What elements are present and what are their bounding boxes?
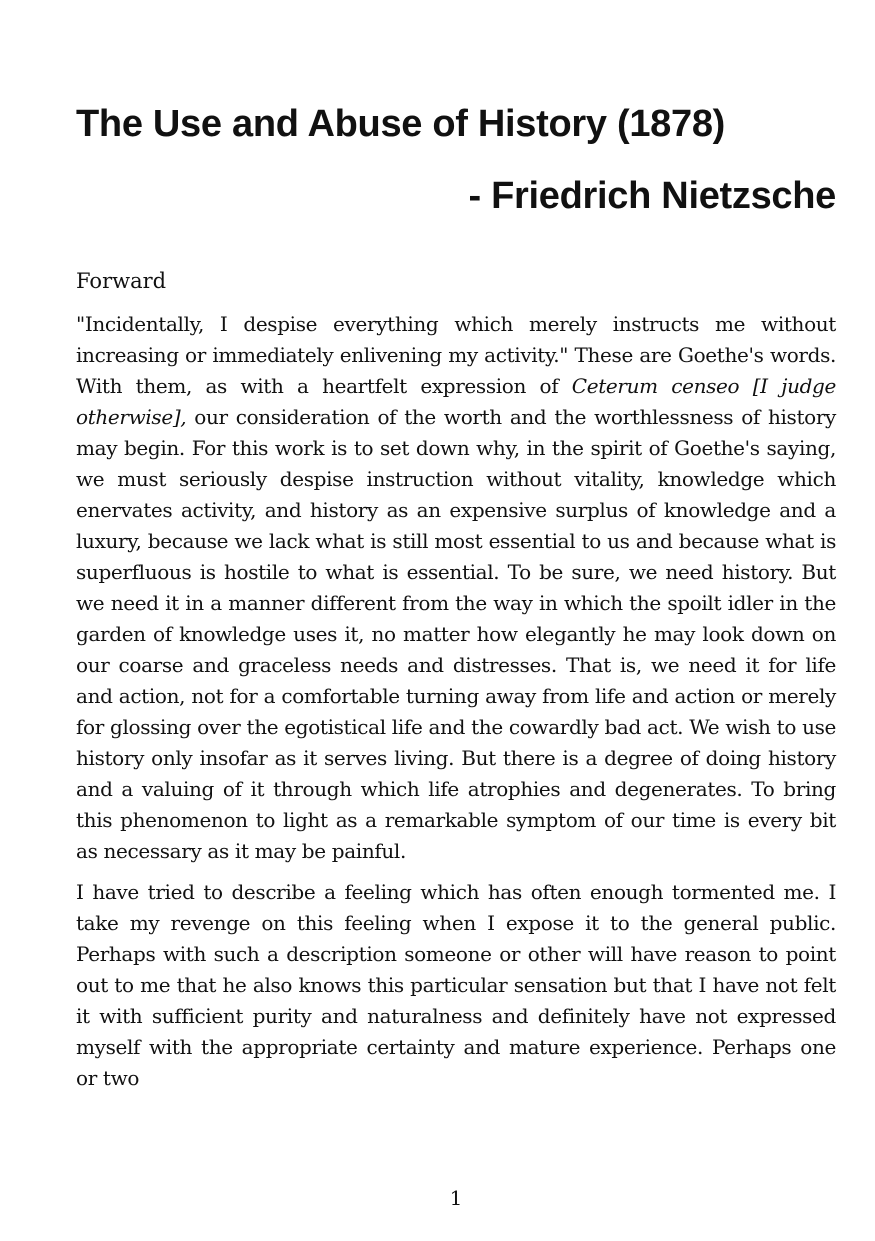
- paragraph-2: I have tried to describe a feeling which has often enough tormented me. I take my revenge on this feeling when I expose it to the general public. Perhaps with such a description someone or other will have reason to point out to me that he also knows this particular sensation but that I have not felt it with sufficient purity and naturalness and definitely have not expressed myself with the appropriate certainty and mature experience. Perhaps one or two: [76, 880, 836, 1090]
- body-text: [76, 309, 836, 1104]
- page-number: 1: [449, 1186, 463, 1210]
- section-heading: Forward: [76, 269, 167, 293]
- document-author: - Friedrich Nietzsche: [468, 175, 836, 217]
- document-page: [76, 0, 836, 1241]
- document-title: The Use and Abuse of History (1878): [76, 103, 726, 145]
- paragraph-1-italic-phrase: Ceterum censeo [I judge otherwise],: [76, 374, 836, 429]
- paragraph-1: [76, 309, 836, 867]
- paragraph-1-text-end: our consideration of the worth and the worthlessness of history may begin. For this work is to set down why, in the spirit of Goethe's saying, we must seriously despise instruction without vitality, knowledge which enervates activity, and history as an expensive surplus of knowledge and a luxury, because we lack what is still most essential to us and because what is superfluous is hostile to what is essential. To be sure, we need history. But we need it in a manner different from the way in which the spoilt idler in the garden of knowledge uses it, no matter how elegantly he may look down on our coarse and graceless needs and distresses. That is, we need it for life and action, not for a comfortable turning away from life and action or merely for glossing over the egotistical life and the cowardly bad act. We wish to use history only insofar as it serves living. But there is a degree of doing history and a valuing of it through which life atrophies and degenerates. To bring this phenomenon to light as a remarkable symptom of our time is every bit as necessary as it may be painful.: [76, 405, 836, 863]
- paragraph-1-text-start: "Incidentally, I despise everything which merely instructs me without increasing or immediately enlivening my activity." These are Goethe's words. With them, as with a heartfelt expression of: [76, 312, 836, 398]
